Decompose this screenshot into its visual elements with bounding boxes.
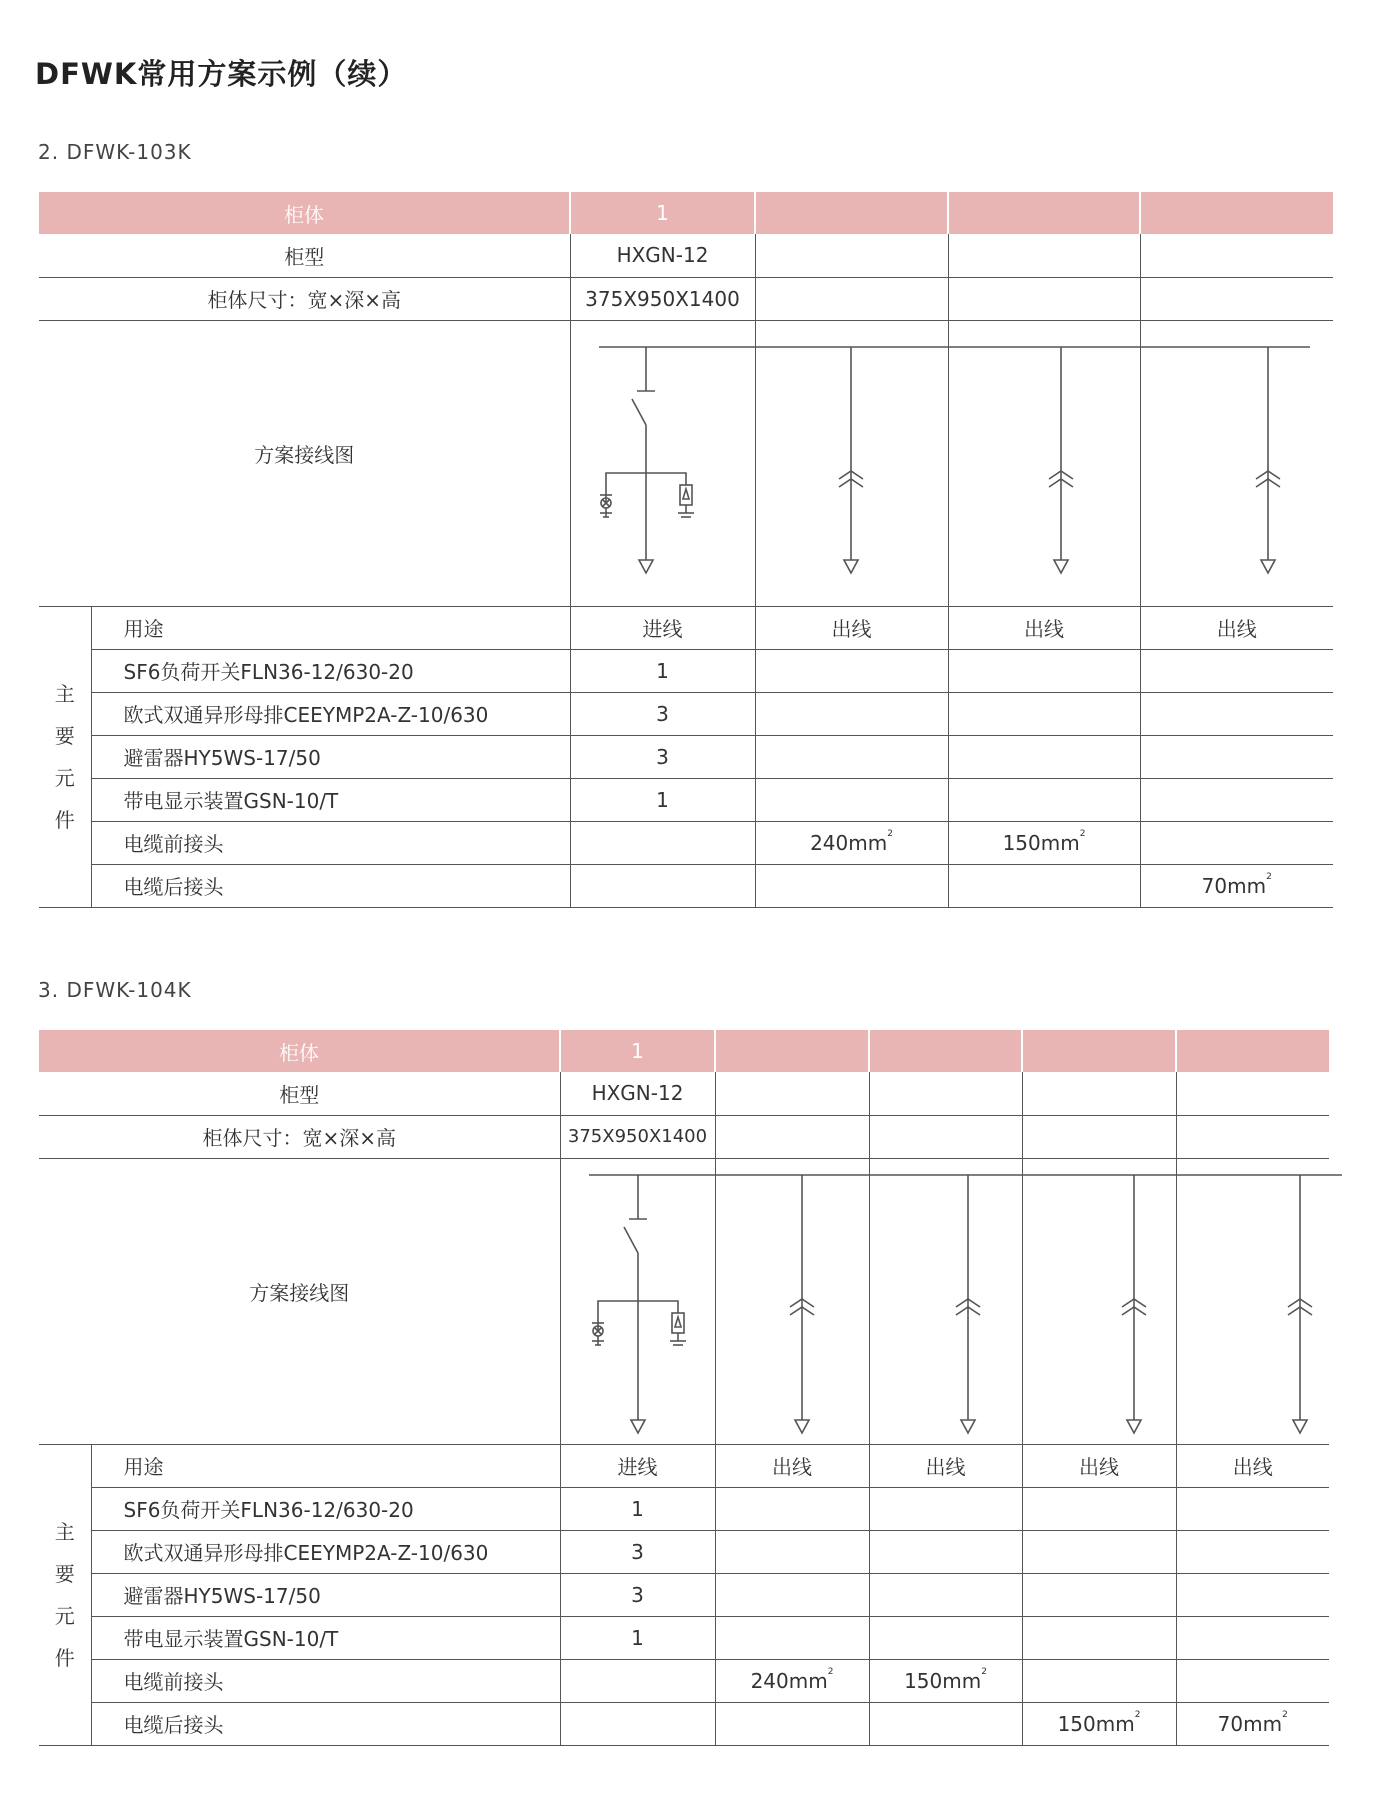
- cabinet-size-value: [1022, 1115, 1176, 1158]
- component-value: [1022, 1530, 1176, 1573]
- diagram-label: 方案接线图: [39, 320, 570, 606]
- component-value: [715, 1487, 869, 1530]
- component-label: 欧式双通异形母排CEEYMP2A-Z-10/630: [91, 692, 570, 735]
- header-col: [1176, 1030, 1329, 1072]
- components-group-label: [39, 1444, 91, 1745]
- component-value: 1: [560, 1616, 715, 1659]
- component-value: [560, 1702, 715, 1745]
- component-value: 3: [570, 692, 755, 735]
- component-value: $240mm^2$: [715, 1659, 869, 1702]
- component-value: 出线: [1176, 1444, 1329, 1487]
- component-value: $70mm^2$: [1140, 864, 1333, 907]
- header-row: [39, 192, 1333, 234]
- diagram-cell: [1022, 1158, 1176, 1444]
- components-group-char: [39, 673, 91, 841]
- component-label: 带电显示装置GSN-10/T: [91, 1616, 560, 1659]
- component-value: [948, 735, 1140, 778]
- component-value: 出线: [1022, 1444, 1176, 1487]
- header-col: [869, 1030, 1022, 1072]
- component-value: [948, 864, 1140, 907]
- cabinet-type-row: [39, 1072, 1329, 1115]
- component-value: [570, 821, 755, 864]
- component-value: [1140, 735, 1333, 778]
- cabinet-type-value: [1176, 1072, 1329, 1115]
- diagram-cell: [715, 1158, 869, 1444]
- component-value: [869, 1616, 1022, 1659]
- component-value: 3: [560, 1573, 715, 1616]
- header-col: [1022, 1030, 1176, 1072]
- diagram-cell: [869, 1158, 1022, 1444]
- header-col: 1: [570, 192, 755, 234]
- component-row: [39, 1573, 1329, 1616]
- component-value: [1022, 1659, 1176, 1702]
- cabinet-size-row: [39, 1115, 1329, 1158]
- component-value: [560, 1659, 715, 1702]
- component-value: 1: [570, 778, 755, 821]
- component-row: [39, 821, 1333, 864]
- component-value: [1176, 1530, 1329, 1573]
- header-col: [1140, 192, 1333, 234]
- component-value: [755, 649, 948, 692]
- header-row: [39, 1030, 1329, 1072]
- diagram-cell: [1176, 1158, 1329, 1444]
- component-value: [1140, 821, 1333, 864]
- components-group-char: 元: [54, 1603, 75, 1628]
- component-value: $70mm^2$: [1176, 1702, 1329, 1745]
- component-value: [1176, 1616, 1329, 1659]
- component-value: [948, 649, 1140, 692]
- component-label: 欧式双通异形母排CEEYMP2A-Z-10/630: [91, 1530, 560, 1573]
- diagram-cell: [755, 320, 948, 606]
- component-value: [948, 692, 1140, 735]
- cabinet-size-value: [715, 1115, 869, 1158]
- component-row: [39, 1616, 1329, 1659]
- components-group-char: 元: [54, 765, 75, 790]
- component-row: [39, 1530, 1329, 1573]
- diagram-cell: [1140, 320, 1333, 606]
- component-value: [1140, 778, 1333, 821]
- component-row: [39, 1487, 1329, 1530]
- component-value: 1: [560, 1487, 715, 1530]
- cabinet-type-value: HXGN-12: [560, 1072, 715, 1115]
- component-value: 出线: [1140, 606, 1333, 649]
- component-value: [755, 735, 948, 778]
- component-value: [715, 1573, 869, 1616]
- diagram-row: [39, 1158, 1329, 1444]
- component-label: 电缆后接头: [91, 1702, 560, 1745]
- component-value: 出线: [948, 606, 1140, 649]
- component-value: [1176, 1573, 1329, 1616]
- component-value: 进线: [570, 606, 755, 649]
- component-value: [715, 1530, 869, 1573]
- component-value: [1176, 1659, 1329, 1702]
- components-group-char: 主: [54, 1519, 75, 1544]
- component-value: $150mm^2$: [1022, 1702, 1176, 1745]
- component-label: 避雷器HY5WS-17/50: [91, 1573, 560, 1616]
- component-value: 出线: [869, 1444, 1022, 1487]
- component-value: [869, 1530, 1022, 1573]
- component-label: 用途: [91, 1444, 560, 1487]
- components-group-label: [39, 606, 91, 907]
- cabinet-size-label: 柜体尺寸：宽×深×高: [39, 1115, 560, 1158]
- cabinet-size-label: 柜体尺寸：宽×深×高: [39, 277, 570, 320]
- unit-superscript: 2: [1134, 1709, 1141, 1720]
- component-value: $150mm^2$: [948, 821, 1140, 864]
- cabinet-type-value: [755, 234, 948, 277]
- component-label: 电缆后接头: [91, 864, 570, 907]
- component-label: 带电显示装置GSN-10/T: [91, 778, 570, 821]
- component-row: [39, 778, 1333, 821]
- component-value: 出线: [755, 606, 948, 649]
- components-group-char: 件: [54, 807, 75, 832]
- cabinet-type-value: [1022, 1072, 1176, 1115]
- component-value: [1022, 1487, 1176, 1530]
- component-value: [1140, 692, 1333, 735]
- cabinet-type-value: HXGN-12: [570, 234, 755, 277]
- cabinet-type-label: 柜型: [39, 234, 570, 277]
- diagram-label: 方案接线图: [39, 1158, 560, 1444]
- scheme-104k-label: 3. DFWK-104K: [38, 978, 192, 1002]
- header-col: [948, 192, 1140, 234]
- cabinet-size-value: 375X950X1400: [570, 277, 755, 320]
- cabinet-type-value: [715, 1072, 869, 1115]
- diagram-row: [39, 320, 1333, 606]
- component-value: [1176, 1487, 1329, 1530]
- component-row: [39, 692, 1333, 735]
- component-value: [948, 778, 1140, 821]
- component-row: [39, 649, 1333, 692]
- component-label: SF6负荷开关FLN36-12/630-20: [91, 649, 570, 692]
- component-value: $150mm^2$: [869, 1659, 1022, 1702]
- component-value: [755, 778, 948, 821]
- cabinet-type-value: [869, 1072, 1022, 1115]
- unit-superscript: 2: [1079, 828, 1086, 839]
- component-value: [570, 864, 755, 907]
- header-col: 1: [560, 1030, 715, 1072]
- unit-superscript: 2: [981, 1666, 987, 1677]
- unit-superscript: 2: [887, 828, 893, 839]
- cabinet-type-row: [39, 234, 1333, 277]
- cabinet-type-value: [1140, 234, 1333, 277]
- header-col: [715, 1030, 869, 1072]
- components-group-char: 件: [54, 1645, 75, 1670]
- cabinet-size-row: [39, 277, 1333, 320]
- component-row: [39, 606, 1333, 649]
- component-value: [715, 1702, 869, 1745]
- components-group-char: 要: [54, 1561, 75, 1586]
- component-label: 电缆前接头: [91, 821, 570, 864]
- unit-superscript: 2: [1282, 1709, 1288, 1720]
- component-row: [39, 864, 1333, 907]
- cabinet-size-value: [1140, 277, 1333, 320]
- cabinet-size-value: 375X950X1400: [560, 1115, 715, 1158]
- components-group-char: [39, 1511, 91, 1679]
- component-value: 3: [560, 1530, 715, 1573]
- component-value: [1140, 649, 1333, 692]
- component-value: 进线: [560, 1444, 715, 1487]
- component-row: [39, 735, 1333, 778]
- component-value: [1022, 1616, 1176, 1659]
- component-value: [715, 1616, 869, 1659]
- cabinet-size-value: [948, 277, 1140, 320]
- component-label: 电缆前接头: [91, 1659, 560, 1702]
- header-label: 柜体: [39, 1030, 560, 1072]
- scheme-103k-label: 2. DFWK-103K: [38, 140, 192, 164]
- cabinet-type-value: [948, 234, 1140, 277]
- components-group-char: 主: [54, 681, 75, 706]
- component-value: [869, 1702, 1022, 1745]
- component-value: 出线: [715, 1444, 869, 1487]
- component-value: [1022, 1573, 1176, 1616]
- component-label: 避雷器HY5WS-17/50: [91, 735, 570, 778]
- unit-superscript: 2: [827, 1666, 834, 1677]
- component-value: [755, 692, 948, 735]
- cabinet-size-value: [755, 277, 948, 320]
- component-label: 用途: [91, 606, 570, 649]
- page-title: DFWK常用方案示例（续）: [35, 57, 408, 91]
- component-value: 3: [570, 735, 755, 778]
- component-value: [755, 864, 948, 907]
- component-value: [869, 1487, 1022, 1530]
- component-value: [869, 1573, 1022, 1616]
- cabinet-size-value: [869, 1115, 1022, 1158]
- component-row: [39, 1444, 1329, 1487]
- unit-superscript: 2: [1266, 871, 1272, 882]
- diagram-cell: [948, 320, 1140, 606]
- component-label: SF6负荷开关FLN36-12/630-20: [91, 1487, 560, 1530]
- header-col: [755, 192, 948, 234]
- component-row: [39, 1702, 1329, 1745]
- cabinet-size-value: [1176, 1115, 1329, 1158]
- component-value: 1: [570, 649, 755, 692]
- cabinet-type-label: 柜型: [39, 1072, 560, 1115]
- components-group-char: 要: [54, 723, 75, 748]
- diagram-cell: [570, 320, 755, 606]
- component-row: [39, 1659, 1329, 1702]
- header-label: 柜体: [39, 192, 570, 234]
- component-value: $240mm^2$: [755, 821, 948, 864]
- diagram-cell: [560, 1158, 715, 1444]
